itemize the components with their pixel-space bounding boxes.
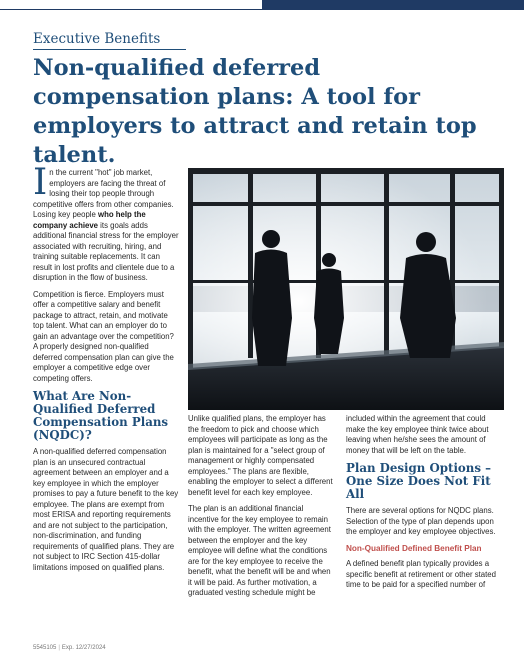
col2-paragraph-1: Unlike qualified plans, the employer has the freedom to pick and choose which employees will participate as long as the plan is maintained for a "select group of management or highly compensated employees." The plans are flexible, enabling the employer to select a different benefit level for each key employee. [188, 414, 333, 497]
section-heading-nqdc: What Are Non-Qualified Deferred Compensation Plans (NQDC)? [33, 389, 169, 442]
intro-paragraph-2: Competition is fierce. Employers must offer a competitive salary and benefit package to attract, retain, and motivate top talent. What can an employer do to gain an advantage over the competition? A properly designed non-qualified deferred compensation plan can give the employer a competitive edge over competing offers. [33, 289, 174, 383]
footer-expiration: Exp. 12/27/2024 [61, 645, 106, 651]
col3-paragraph-3: A defined benefit plan typically provides a specific benefit at retirement or other stated time to be paid for a specified number of [346, 559, 496, 589]
drop-cap: I [33, 162, 48, 203]
section-label: Executive Benefits [33, 31, 161, 47]
col3-paragraph-1: included within the agreement that could make the key employee think twice about leaving when he/she sees the amount of money that will be left on the table. [346, 414, 489, 455]
footer-code: 5545105 [33, 645, 57, 651]
column-3 [346, 414, 504, 597]
office-silhouettes-photo [188, 168, 504, 410]
footer [33, 645, 106, 651]
column-1 [33, 162, 179, 579]
nqdc-paragraph: A non-qualified deferred compensation plan is an unsecured contractual agreement between an employer and a key employee in which the employer promises to pay a future benefit to the key employee. The plans are exempt from most ERISA and reporting requirements and are not subject to the participation, non-discrimination, and funding requirements of qualified plans. They are not subject to IRC Section 415-dollar limitations imposed on qualified plans. [33, 447, 179, 572]
top-rule [0, 9, 524, 10]
col2-paragraph-2: The plan is an additional financial incentive for the key employee to remain with the employer. The written agreement between the employer and the key employee will define what the conditions are for the key employee to receive the benefit, what the benefit will be and when it will be paid. As further motivation, a graduated vesting schedule might be [188, 504, 331, 597]
footer-separator: | [58, 645, 60, 651]
headline: Non-qualified deferred compensation plans: A tool for employers to attract and retain top talent. [33, 55, 477, 168]
intro-paragraph-1: In the current "hot" job market, employers are facing the threat of losing their top people through competitive offers from other companies. Losing key people who help the company achieve its goals adds additional financial stress for the employer associated with recruiting, hiring, and training suitable replacements. It can result in lost profits and clientele due to a disruption in the flow of business. [33, 162, 179, 282]
top-color-bar [262, 0, 524, 9]
photo-illustration [188, 168, 504, 410]
subheading-defined-benefit: Non-Qualified Defined Benefit Plan [346, 543, 482, 553]
section-label-underline [33, 49, 186, 50]
col3-paragraph-2: There are several options for NQDC plans. Selection of the type of plan depends upon the employer and key employee objectives. [346, 506, 496, 536]
column-2 [188, 414, 336, 605]
section-heading-plan-design: Plan Design Options – One Size Does Not Fit All [346, 461, 492, 501]
